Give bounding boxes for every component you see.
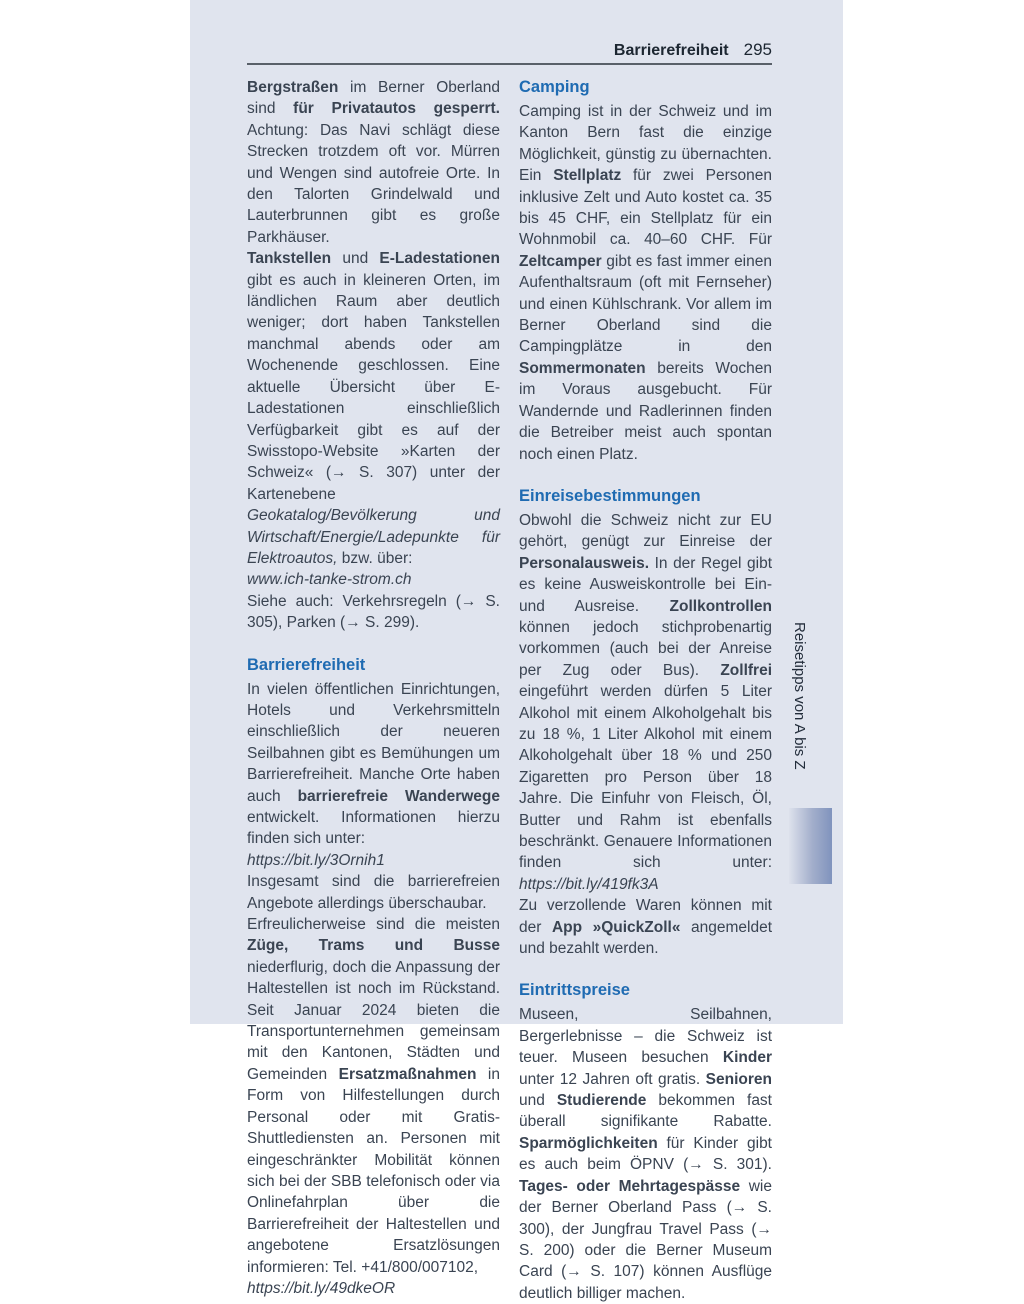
- text-segment: entwickelt. Informationen hierzu finden sich unter:: [247, 809, 500, 848]
- text-segment: und: [519, 1092, 557, 1110]
- text-segment: Museen, Seilbahnen, Bergerlebnisse – die Schweiz ist teuer. Museen besuchen: [519, 1006, 772, 1067]
- paragraph: [247, 914, 500, 1299]
- text-segment: bekommen fast überall signifikante Rabatte.: [519, 1092, 772, 1131]
- text-segment: Ersatzmaßnahmen: [338, 1065, 477, 1083]
- inline-url: https://bit.ly/419fk3A: [519, 875, 659, 893]
- text-segment: App »QuickZoll«: [551, 918, 681, 936]
- text-segment: wie der Berner Oberland Pass (→ S. 300), der Jungfrau Travel Pass (→ S. 200) oder die Berner Museum Card (→ S. 107) können Ausflüge deutlich billiger machen.: [519, 1177, 772, 1302]
- text-segment: im Berner Oberland sind: [247, 79, 500, 118]
- text-segment: Insgesamt sind die barrierefreien Angebote allerdings überschaubar.: [247, 873, 500, 912]
- chapter-thumb-label: Reisetipps von A bis Z: [791, 622, 808, 770]
- text-segment: Stellplatz: [553, 167, 622, 185]
- text-segment: Obwohl die Schweiz nicht zur EU gehört, genügt zur Einreise der: [519, 511, 772, 551]
- text-segment: niederflurig, doch die Anpassung der Haltestellen ist noch im Rückstand. Seit Januar 2024 bieten die Transportunternehmen gemeinsam mit den Kantonen, Städten und Gemeinden: [247, 958, 500, 1083]
- text-segment: Erfreulicherweise sind die meisten: [247, 916, 500, 934]
- text-segment: eingeführt werden dürfen 5 Liter Alkohol mit einem Alkoholgehalt bis zu 18 %, 1 Liter Alkohol mit einem Alkoholgehalt über 18 % und 250 Zigaretten pro Person über 18 Jahre. Die Einfuhr von Fleisch, Öl, Butter und Rahm ist ebenfalls beschränkt. Genauere Informationen finden sich unter:: [519, 683, 772, 872]
- text-segment: angemeldet und bezahlt werden.: [519, 918, 772, 958]
- text-segment: In der Regel gibt es keine Ausweiskontrolle bei Ein- und Ausreise.: [519, 554, 772, 615]
- right-column: [519, 77, 772, 1304]
- inline-url: Geokatalog/Bevölkerung und Wirtschaft/Energie/Ladepunkte für Elektroautos,: [247, 507, 500, 567]
- guidebook-page: [190, 0, 843, 1302]
- section-heading: Einreisebestimmungen: [519, 486, 701, 505]
- text-segment: Sommermonaten: [519, 359, 646, 377]
- text-segment: Bergstraßen: [247, 79, 339, 96]
- paragraph: [519, 510, 772, 895]
- paragraph: [247, 248, 500, 633]
- text-segment: Tankstellen: [247, 250, 332, 268]
- text-segment: Züge, Trams und Busse: [247, 937, 500, 955]
- paragraph: [519, 101, 772, 465]
- text-segment: Kinder: [722, 1049, 772, 1067]
- paragraph: [247, 679, 500, 872]
- text-segment: E-Ladestationen: [379, 250, 500, 268]
- text-columns: [247, 77, 772, 1304]
- text-segment: bereits Wochen im Voraus ausgebucht. Für Wandernde und Radlerinnen finden die Betreiber meist auch spontan noch einen Platz.: [519, 359, 772, 463]
- text-segment: barrierefreie Wanderwege: [297, 787, 501, 805]
- paragraph: [519, 895, 772, 959]
- inline-url: https://bit.ly/49dkeOR: [247, 1279, 396, 1297]
- paragraph: [247, 77, 500, 248]
- paragraph: [247, 871, 500, 914]
- text-segment: Achtung: Das Navi schlägt diese Strecken trotzdem oft vor. Mürren und Wengen sind autofreie Orte. In den Talorten Grindelwald und Lauterbrunnen gibt es große Parkhäuser.: [247, 121, 500, 246]
- text-segment: Tages- oder Mehrtagespässe: [519, 1177, 741, 1195]
- text-segment: Studierende: [556, 1092, 647, 1110]
- text-segment: Senioren: [705, 1070, 772, 1088]
- text-segment: für zwei Personen inklusive Zelt und Auto kostet ca. 35 bis 45 CHF, ein Stellplatz für ein Wohnmobil ca. 40–60 CHF. Für: [519, 167, 772, 249]
- text-segment: Personalausweis.: [519, 554, 650, 572]
- page-number: 295: [743, 40, 772, 59]
- text-segment: in Form von Hilfestellungen durch Personal oder mit Gratis-Shuttlediensten an. Personen mit eingeschränkter Mobilität können sich bei der SBB telefonisch oder via Onlinefahrplan über die Barrierefreiheit der Haltestellen und angebotene Ersatzlösungen informieren: Tel. +41/800/007102,: [247, 1065, 500, 1276]
- text-segment: für Privatautos gesperrt.: [293, 100, 500, 118]
- chapter-thumb-tab: [789, 808, 832, 884]
- page-header: [247, 0, 772, 65]
- text-segment: Zollfrei: [720, 661, 772, 679]
- text-segment: Camping ist in der Schweiz und im Kanton Bern fast die einzige Möglichkeit, günstig zu übernachten. Ein: [519, 103, 772, 185]
- text-segment: Siehe auch: Verkehrsregeln (→ S. 305), Parken (→ S. 299).: [247, 592, 500, 632]
- running-header-title: Barrierefreiheit: [613, 42, 729, 59]
- text-segment: Zollkontrollen: [669, 597, 772, 615]
- section-heading: Camping: [519, 78, 590, 96]
- left-column: [247, 77, 500, 1304]
- text-segment: für Kinder gibt es auch beim ÖPNV (→ S. 301).: [519, 1134, 772, 1174]
- paragraph: [519, 1004, 772, 1304]
- text-segment: Sparmöglichkeiten: [519, 1134, 658, 1152]
- section-heading: Barrierefreiheit: [247, 655, 366, 674]
- section-heading: Eintrittspreise: [519, 981, 630, 1000]
- page-content: [247, 0, 772, 1304]
- inline-url: www.ich-tanke-strom.ch: [247, 571, 412, 589]
- text-segment: gibt es auch in kleineren Orten, im ländlichen Raum aber deutlich weniger; dort haben Tankstellen manchmal abends oder am Wochenende geschlossen. Eine aktuelle Übersicht über E-Ladestationen einschließlich Verfügbarkeit gibt es auf der Swisstopo-Website »Karten der Schweiz« (→ S. 307) unter der Kartenebene: [247, 271, 500, 503]
- text-segment: Zeltcamper: [519, 252, 602, 270]
- text-segment: bzw. über:: [337, 549, 413, 567]
- text-segment: unter 12 Jahren oft gratis.: [519, 1070, 706, 1088]
- inline-url: https://bit.ly/3Ornih1: [247, 851, 385, 869]
- text-segment: gibt es fast immer einen Aufenthaltsraum (oft mit Fernseher) und einen Kühlschrank. Vor allem im Berner Oberland sind die Campingplätze in den: [519, 252, 772, 356]
- text-segment: In vielen öffentlichen Einrichtungen, Hotels und Verkehrsmitteln einschließlich der neueren Seilbahnen gibt es Bemühungen um Barrierefreiheit. Manche Orte haben auch: [247, 680, 500, 805]
- text-segment: und: [331, 250, 380, 268]
- text-segment: können jedoch stichprobenartig vorkommen (auch bei der Anreise per Zug oder Bus).: [519, 618, 772, 679]
- text-segment: Zu verzollende Waren können mit der: [519, 897, 772, 936]
